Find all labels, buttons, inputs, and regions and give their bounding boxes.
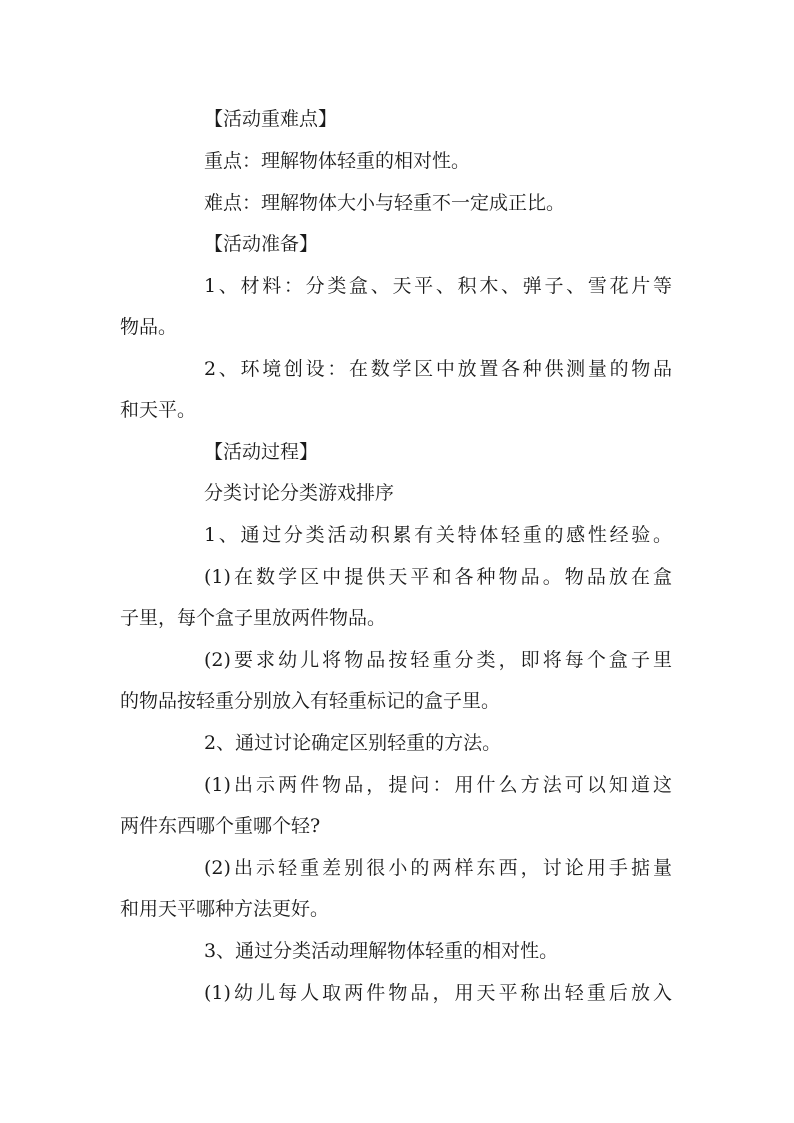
paragraph-line: 物品。	[120, 316, 178, 338]
paragraph-line: 的物品按轻重分别放入有轻重标记的盒子里。	[120, 690, 501, 712]
paragraph-line: (1)出示两件物品，提问：用什么方法可以知道这	[204, 774, 672, 796]
paragraph-line: 3、通过分类活动理解物体轻重的相对性。	[204, 940, 559, 962]
paragraph-line: 1、通过分类活动积累有关特体轻重的感性经验。	[204, 524, 672, 546]
paragraph-line: (1)幼儿每人取两件物品，用天平称出轻重后放入	[204, 982, 672, 1004]
paragraph-line: 子里，每个盒子里放两件物品。	[120, 607, 387, 629]
paragraph-line: (2)要求幼儿将物品按轻重分类，即将每个盒子里	[204, 649, 672, 671]
section-heading-process: 【活动过程】	[204, 441, 319, 463]
key-point-line: 重点：理解物体轻重的相对性。	[204, 150, 471, 172]
difficult-point-line: 难点：理解物体大小与轻重不一定成正比。	[204, 192, 566, 214]
section-heading-preparation: 【活动准备】	[204, 233, 319, 255]
paragraph-line: 2、通过讨论确定区别轻重的方法。	[204, 732, 502, 754]
section-heading-key-points: 【活动重难点】	[204, 108, 338, 130]
paragraph-line: 两件东西哪个重哪个轻?	[120, 815, 321, 837]
paragraph-line: (1)在数学区中提供天平和各种物品。物品放在盒	[204, 566, 672, 588]
paragraph-line: 和天平。	[120, 399, 197, 421]
paragraph-line: 和用天平哪种方法更好。	[120, 898, 330, 920]
paragraph-line: 1、材料：分类盒、天平、积木、弹子、雪花片等	[204, 275, 672, 297]
paragraph-line: 分类讨论分类游戏排序	[204, 482, 395, 504]
paragraph-line: (2)出示轻重差别很小的两样东西，讨论用手掂量	[204, 857, 672, 879]
paragraph-line: 2、环境创设：在数学区中放置各种供测量的物品	[204, 358, 672, 380]
